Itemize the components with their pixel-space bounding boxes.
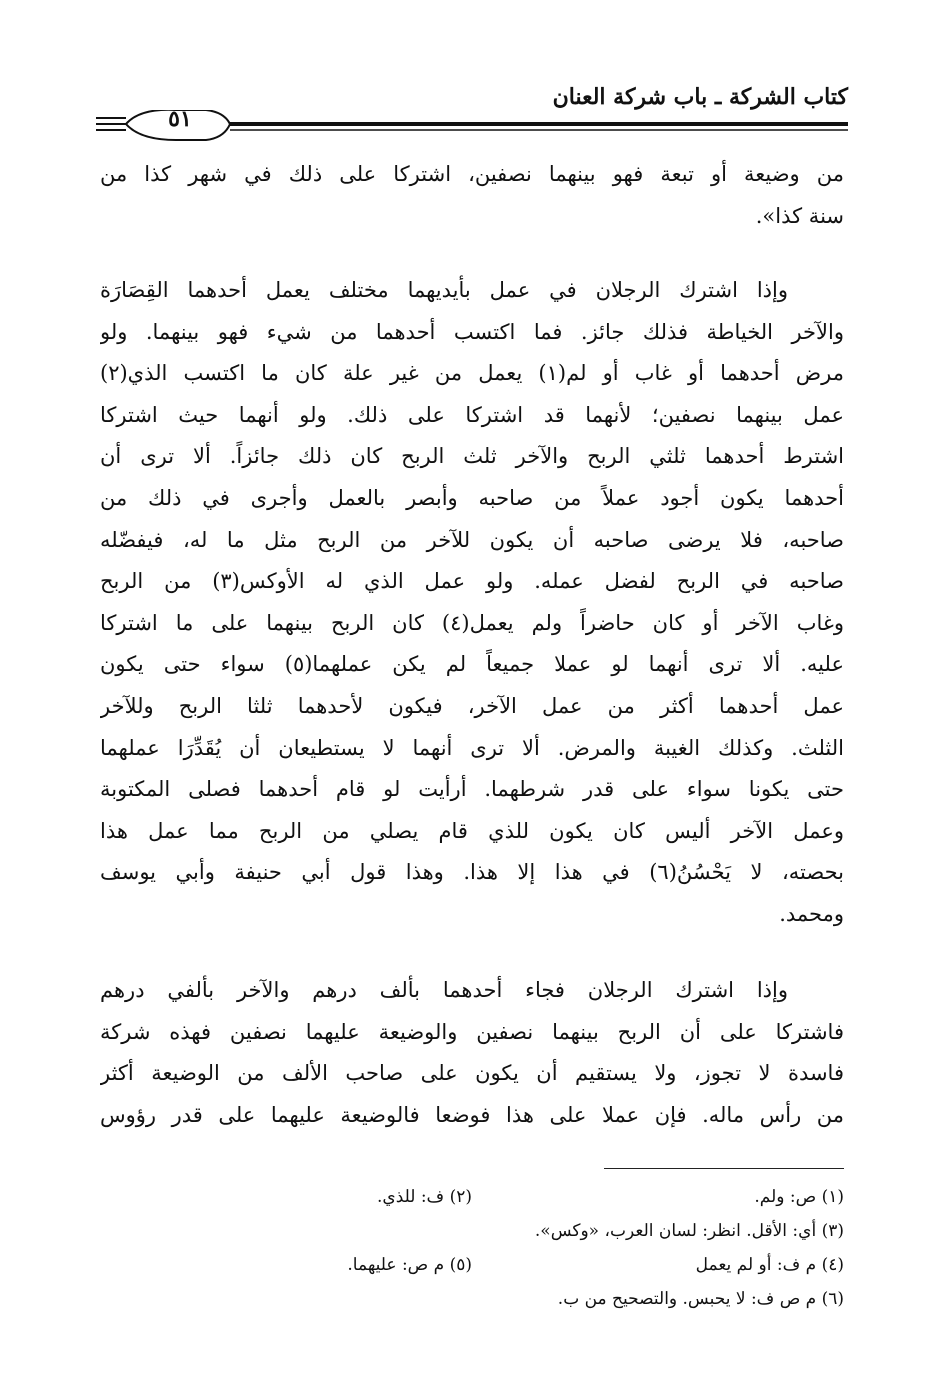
running-title: كتاب الشركة ـ باب شركة العنان	[552, 84, 848, 110]
text-line: الثلث. وكذلك الغيبة والمرض. ألا ترى أنهما لا يستطيعان أن يُقَدِّرَا عملهما	[100, 735, 844, 760]
footnote-6: (٦) م ص ف: لا يحبس. والتصحيح من ب.	[557, 1289, 844, 1309]
text-line: وعمل الآخر أليس كان يكون للذي قام يصلي من الربح مما عمل هذا	[100, 818, 844, 843]
footnote-row	[100, 1214, 844, 1248]
paragraph-3	[100, 970, 844, 1136]
footnote-4: (٤) م ف: أو لم يعمل	[695, 1255, 844, 1275]
text-line: عمل بينهما نصفين؛ لأنهما قد اشتركا على ذلك. ولو أنهما حيث اشتركا	[100, 402, 844, 427]
footnote-row	[100, 1180, 844, 1214]
text-line: ومحمد.	[779, 901, 844, 926]
text-line: صاحبه، فلا يرضى صاحبه أن يكون للآخر من الربح مثل ما له، فيفضّله	[100, 527, 844, 552]
text-line: اشترط أحدهما ثلثي الربح والآخر ثلث الربح كان ذلك جائزاً. ألا ترى أن	[100, 444, 844, 469]
paragraph-2	[100, 270, 844, 936]
footnote-5: (٥) م ص: عليهما.	[347, 1255, 472, 1275]
text-line: صاحبه في الربح لفضل عمله. ولو عمل الذي له الأوكس(٣) من الربح	[100, 569, 844, 594]
footnote-3: (٣) أي: الأقل. انظر: لسان العرب، «وكس».	[534, 1221, 844, 1241]
footnote-row	[100, 1248, 844, 1282]
text-line: حتى يكونا سواء على قدر شرطهما. أرأيت لو قام أحدهما فصلى المكتوبة	[100, 777, 844, 802]
text-line: من وضيعة أو تبعة فهو بينهما نصفين، اشتركا على ذلك في شهر كذا من	[100, 162, 844, 186]
text-line: من رأس ماله. فإن عملا على هذا فوضعا فالوضيعة عليهما على قدر رؤوس	[100, 1102, 844, 1127]
footnote-1: (١) ص: ولم.	[754, 1187, 844, 1207]
text-line: فاشتركا على أن الربح بينهما نصفين والوضيعة عليهما نصفين فهذه شركة	[100, 1019, 844, 1044]
text-line: وإذا اشترك الرجلان في عمل بأيديهما مختلف يعمل أحدهما القِصَارَة	[100, 278, 788, 302]
text-line: مرض أحدهما أو غاب أو لم(١) يعمل من غير علة كان ما اكتسب الذي(٢)	[100, 361, 844, 386]
footnote-row	[100, 1282, 844, 1316]
text-line: والآخر الخياطة فذلك جائز. فما اكتسب أحدهما من شيء فهو بينهما. ولو	[100, 319, 844, 344]
text-line: سنة كذا».	[755, 203, 844, 228]
text-line: فاسدة لا تجوز، ولا يستقيم أن يكون على صاحب الألف من الوضيعة أكثر	[100, 1061, 844, 1086]
footnote-2: (٢) ف: للذي.	[376, 1187, 472, 1207]
text-line: عمل أحدهما أكثر من عمل الآخر، فيكون لأحدهما ثلثا الربح وللآخر	[100, 693, 844, 718]
text-line: أحدهما يكون أجود عملاً من صاحبه وأبصر بالعمل وأجرى في ذلك من	[100, 485, 844, 510]
text-line: وإذا اشترك الرجلان فجاء أحدهما بألف درهم والآخر بألفي درهم	[100, 978, 788, 1002]
footnotes	[100, 1180, 844, 1316]
text-line: وغاب الآخر أو كان حاضراً ولم يعمل(٤) كان الربح بينهما على ما اشتركا	[100, 610, 844, 635]
text-line: بحصته، لا يَحْسُنُ(٦) في هذا إلا هذا. وهذا قول أبي حنيفة وأبي يوسف	[100, 860, 844, 885]
text-line: عليه. ألا ترى أنهما لو عملا جميعاً لم يكن عملهما(٥) سواء حتى يكون	[100, 652, 844, 677]
paragraph-1	[100, 154, 844, 237]
page-number: ٥١	[168, 106, 192, 132]
footnote-separator	[604, 1168, 844, 1169]
